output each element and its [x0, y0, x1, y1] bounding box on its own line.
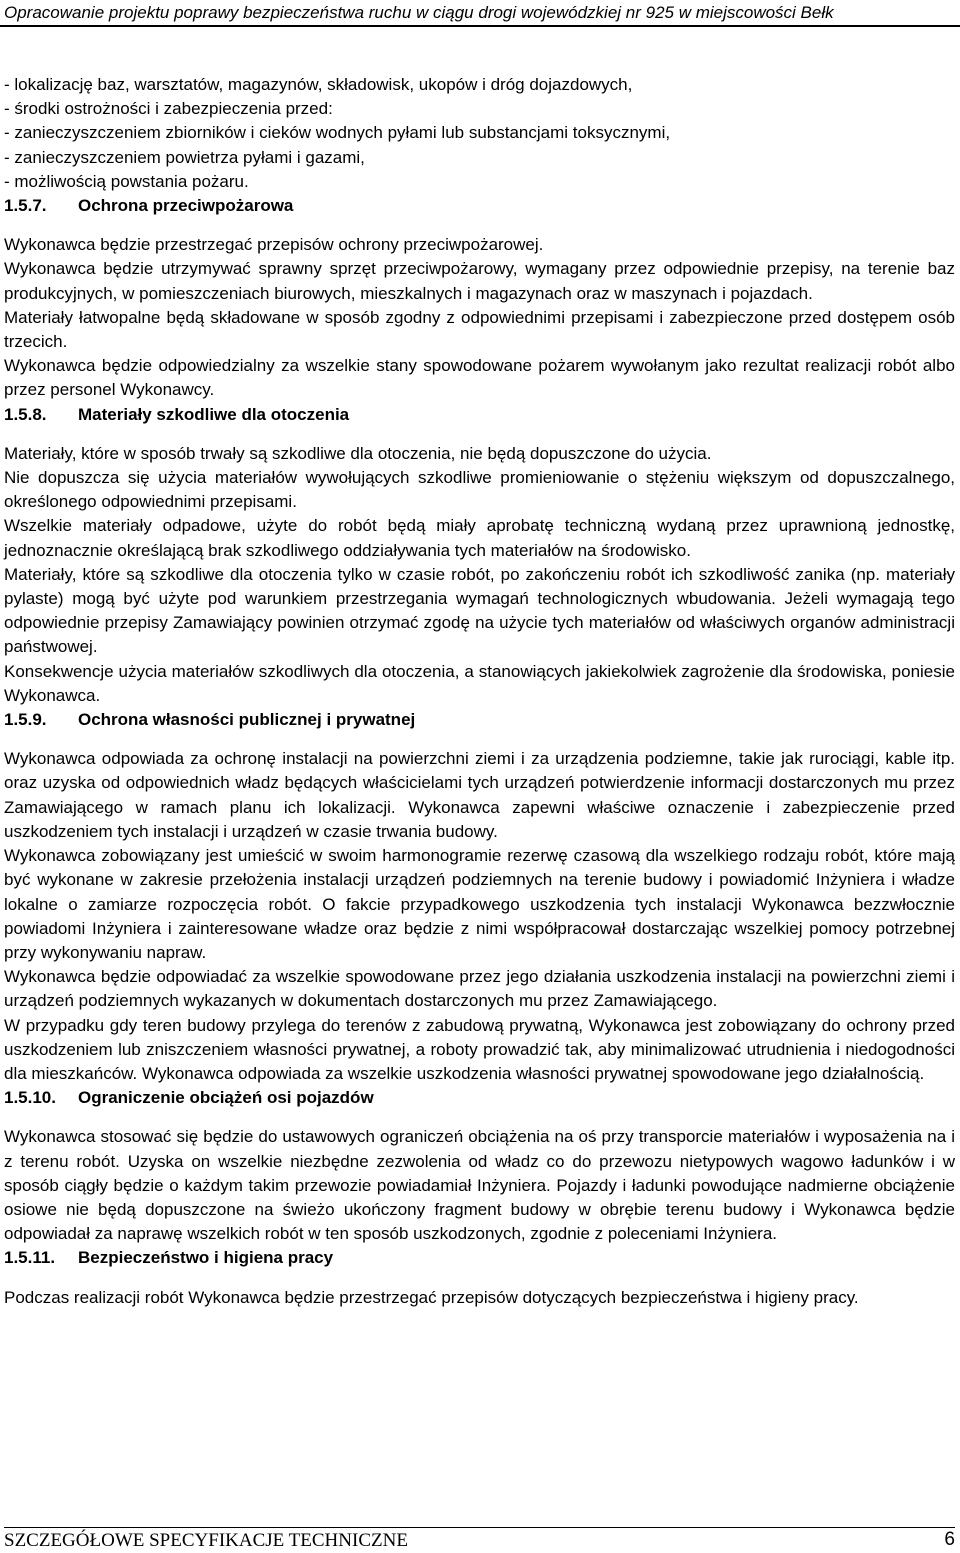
- list-item: - środki ostrożności i zabezpieczenia przed:: [4, 99, 333, 119]
- paragraph: Materiały, które w sposób trwały są szkodliwe dla otoczenia, nie będą dopuszczone do użycia.: [4, 443, 712, 463]
- page-number: 6: [944, 1529, 955, 1550]
- list-item: - zanieczyszczeniem zbiorników i cieków wodnych pyłami lub substancjami toksycznymi,: [4, 123, 671, 143]
- section-fire-protection: [4, 194, 955, 403]
- section-title: Ochrona przeciwpożarowa: [78, 196, 294, 216]
- paragraph: Wykonawca zobowiązany jest umieścić w swoim harmonogramie rezerwę czasową dla wszelkiego rodzaju robót, które mają być wykonane w zakresie przełożenia instalacji urządzeń podziemnych na terenie budowy i powiadomić Inżyniera i władze lokalne o zamiarze rozpoczęcia robót. O fakcie przypadkowego uszkodzenia tych instalacji Wykonawca bezzwłocznie powiadomi Inżyniera i zainteresowane władze oraz będzie z nimi współpracował dostarczając wszelkiej pomocy potrzebnej przy wykonywaniu napraw.: [4, 846, 955, 962]
- section-heading: [4, 403, 955, 442]
- section-title: Materiały szkodliwe dla otoczenia: [78, 404, 350, 424]
- footer-title: SZCZEGÓŁOWE SPECYFIKACJE TECHNICZNE: [4, 1530, 408, 1551]
- paragraph: W przypadku gdy teren budowy przylega do terenów z zabudową prywatną, Wykonawca jest zobowiązany do ochrony przed uszkodzeniem lub zniszczeniem własności prywatnej, a roboty prowadzić tak, aby minimalizować utrudnienia i niedogodności dla mieszkańców. Wykonawca odpowiada za wszelkie uszkodzenia własności prywatnej spowodowane jego działalnością.: [4, 1015, 955, 1083]
- section-harmful-materials: [4, 403, 955, 708]
- section-number: 1.5.9.: [4, 710, 47, 730]
- paragraph: Materiały łatwopalne będą składowane w sposób zgodny z odpowiednimi przepisami i zabezpieczone przed dostępem osób trzecich.: [4, 307, 955, 352]
- paragraph: Konsekwencje użycia materiałów szkodliwych dla otoczenia, a stanowiących jakiekolwiek zagrożenie dla środowiska, poniesie Wykonawca.: [4, 661, 955, 705]
- section-number: 1.5.11.: [4, 1248, 56, 1268]
- paragraph: Wykonawca będzie odpowiadać za wszelkie spowodowane przez jego działania uszkodzenia instalacji na powierzchni ziemi i urządzeń podziemnych wykazanych w dokumentach dostarczonych mu przez Zamawiającego.: [4, 967, 955, 1011]
- paragraph: Podczas realizacji robót Wykonawca będzie przestrzegać przepisów dotyczących bezpieczeństwa i higieny pracy.: [4, 1287, 859, 1307]
- section-number: 1.5.7.: [4, 196, 47, 216]
- section-title: Ochrona własności publicznej i prywatnej: [78, 710, 416, 730]
- section-heading: [4, 1086, 955, 1125]
- section-title: Bezpieczeństwo i higiena pracy: [78, 1248, 334, 1268]
- page-header: [0, 0, 960, 32]
- section-heading: [4, 1246, 955, 1285]
- document-body: [4, 73, 955, 1310]
- paragraph: Wykonawca stosować się będzie do ustawowych ograniczeń obciążenia na oś przy transporcie materiałów i wyposażenia na i z terenu robót. Uzyska on wszelkie niezbędne zezwolenia od władz co do przewozu nietypowych wagowo ładunków i w sposób ciągły będzie o każdym takim przewozie powiadamiał Inżyniera. Pojazdy i ładunki powodujące nadmierne obciążenie osiowe nie będą dopuszczone na świeżo ukończony fragment budowy w obrębie terenu budowy i Wykonawca będzie odpowiadał za naprawę wszelkich robót w ten sposób uszkodzonych, zgodnie z poleceniami Inżyniera.: [4, 1127, 955, 1244]
- paragraph: Wykonawca będzie odpowiedzialny za wszelkie stany spowodowane pożarem wywołanym jako rezultat realizacji robót albo przez personel Wykonawcy.: [4, 356, 955, 400]
- header-divider: [0, 25, 960, 27]
- footer-divider: [4, 1527, 955, 1528]
- list-item: - lokalizację baz, warsztatów, magazynów, składowisk, ukopów i dróg dojazdowych,: [4, 75, 633, 94]
- paragraph: Wszelkie materiały odpadowe, użyte do robót będą miały aprobatę techniczną wydaną przez uprawnioną jednostkę, jednoznacznie określającą brak szkodliwego oddziaływania tych materiałów na środowisko.: [4, 516, 955, 560]
- section-heading: [4, 194, 955, 233]
- intro-list: [4, 73, 955, 194]
- paragraph: Wykonawca odpowiada za ochronę instalacji na powierzchni ziemi i za urządzenia podziemne, takie jak rurociągi, kable itp. oraz uzyska od odpowiednich władz będących właścicielami tych urządzeń potwierdzenie informacji dostarczonych mu przez Zamawiającego w ramach planu ich lokalizacji. Wykonawca zapewni właściwe oznaczenie i zabezpieczenie przed uszkodzeniem tych instalacji i urządzeń w czasie trwania budowy.: [4, 749, 955, 841]
- section-heading: [4, 708, 955, 747]
- section-title: Ograniczenie obciążeń osi pojazdów: [78, 1088, 374, 1108]
- list-item: - możliwością powstania pożaru.: [4, 171, 249, 191]
- list-item: - zanieczyszczeniem powietrza pyłami i gazami,: [4, 147, 365, 167]
- paragraph: Wykonawca będzie przestrzegać przepisów ochrony przeciwpożarowej.: [4, 235, 544, 255]
- paragraph: Wykonawca będzie utrzymywać sprawny sprzęt przeciwpożarowy, wymagany przez odpowiednie przepisy, na terenie baz produkcyjnych, w pomieszczeniach biurowych, mieszkalnych i magazynach oraz w maszynach i pojazdach.: [4, 259, 955, 303]
- section-number: 1.5.8.: [4, 404, 47, 424]
- section-health-safety: [4, 1246, 955, 1309]
- paragraph: Materiały, które są szkodliwe dla otoczenia tylko w czasie robót, po zakończeniu robót ich szkodliwość zanika (np. materiały pylaste) mogą być użyte pod warunkiem przestrzegania wymagań technologicznych wbudowania. Jeżeli wymagają tego odpowiednie przepisy Zamawiający powinien otrzymać zgodę na użycie tych materiałów od właściwych organów administracji państwowej.: [4, 564, 955, 657]
- section-number: 1.5.10.: [4, 1088, 56, 1108]
- section-axle-load-limits: [4, 1086, 955, 1246]
- paragraph: Nie dopuszcza się użycia materiałów wywołujących szkodliwe promieniowanie o stężeniu większym od dopuszczalnego, określonego odpowiednimi przepisami.: [4, 468, 955, 512]
- section-property-protection: [4, 708, 955, 1086]
- page-footer: [4, 1527, 955, 1551]
- document-title: Opracowanie projektu poprawy bezpieczeństwa ruchu w ciągu drogi wojewódzkiej nr 925 w miejscowości Bełk: [4, 3, 834, 22]
